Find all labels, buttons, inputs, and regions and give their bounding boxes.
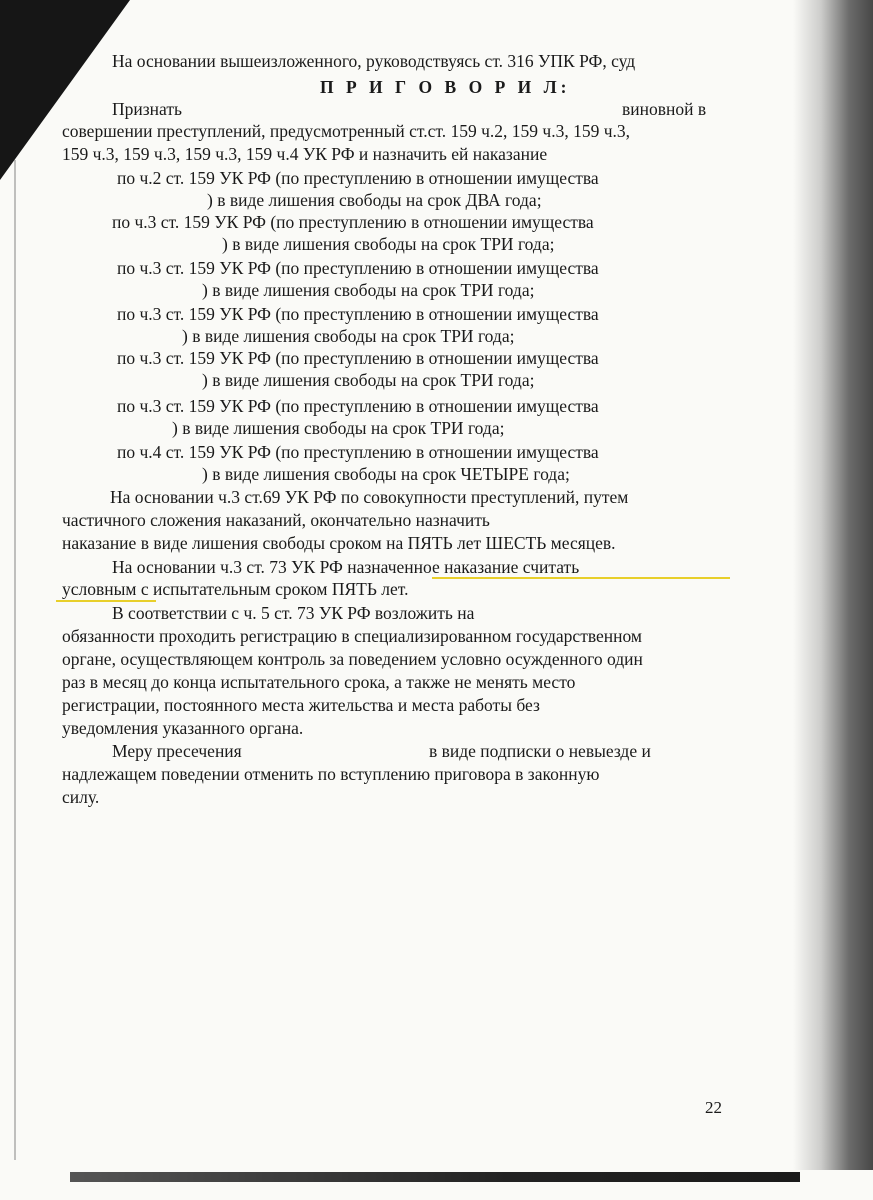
text-line: На основании ч.3 ст. 73 УК РФ назначенное наказание считать	[112, 557, 580, 577]
sentence-line: ) в виде лишения свободы на срок ТРИ года;	[172, 418, 505, 438]
sentence-line: ) в виде лишения свободы на срок ТРИ года;	[222, 234, 555, 254]
text-line: наказание в виде лишения свободы сроком на ПЯТЬ лет ШЕСТЬ месяцев.	[62, 533, 616, 553]
text-line: регистрации, постоянного места жительства и места работы без	[62, 695, 540, 715]
text-line: Меру пресечения	[112, 741, 242, 761]
text-line: раз в месяц до конца испытательного срока, а также не менять место	[62, 672, 576, 692]
verdict-heading: П Р И Г О В О Р И Л:	[320, 77, 571, 97]
text-line: виновной в	[622, 99, 707, 119]
scan-left-margin-line	[14, 160, 16, 1160]
sentence-line: ) в виде лишения свободы на срок ЧЕТЫРЕ года;	[202, 464, 570, 484]
text-line: В соответствии с ч. 5 ст. 73 УК РФ возложить на	[112, 603, 475, 623]
charge-line: по ч.3 ст. 159 УК РФ (по преступлению в отношении имущества	[112, 212, 594, 232]
charge-line: по ч.3 ст. 159 УК РФ (по преступлению в отношении имущества	[117, 348, 599, 368]
highlight-underline	[432, 577, 730, 579]
text-line: уведомления указанного органа.	[62, 718, 304, 738]
text-line: надлежащем поведении отменить по вступлению приговора в законную	[62, 764, 600, 784]
charge-line: по ч.3 ст. 159 УК РФ (по преступлению в отношении имущества	[117, 304, 599, 324]
text-line: Признать	[112, 99, 182, 119]
text-line: совершении преступлений, предусмотренный ст.ст. 159 ч.2, 159 ч.3, 159 ч.3,	[62, 121, 630, 141]
sentence-line: ) в виде лишения свободы на срок ДВА года;	[207, 190, 542, 210]
scan-edge-shadow	[793, 0, 873, 1170]
intro-line: На основании вышеизложенного, руководствуясь ст. 316 УПК РФ, суд	[112, 51, 636, 71]
charge-line: по ч.2 ст. 159 УК РФ (по преступлению в отношении имущества	[117, 168, 599, 188]
page-number: 22	[705, 1098, 722, 1117]
sentence-line: ) в виде лишения свободы на срок ТРИ года;	[202, 370, 535, 390]
text-line: условным с испытательным сроком ПЯТЬ лет.	[62, 579, 409, 599]
text-line: частичного сложения наказаний, окончательно назначить	[62, 510, 490, 530]
charge-line: по ч.4 ст. 159 УК РФ (по преступлению в отношении имущества	[117, 442, 599, 462]
sentence-line: ) в виде лишения свободы на срок ТРИ года;	[182, 326, 515, 346]
text-line: На основании ч.3 ст.69 УК РФ по совокупности преступлений, путем	[110, 487, 629, 507]
sentence-line: ) в виде лишения свободы на срок ТРИ года;	[202, 280, 535, 300]
text-line: 159 ч.3, 159 ч.3, 159 ч.3, 159 ч.4 УК РФ и назначить ей наказание	[62, 144, 548, 164]
text-line: силу.	[62, 787, 100, 807]
scan-bottom-bar	[70, 1172, 800, 1182]
text-line: органе, осуществляющем контроль за поведением условно осужденного один	[62, 649, 643, 669]
charge-line: по ч.3 ст. 159 УК РФ (по преступлению в отношении имущества	[117, 258, 599, 278]
text-line: в виде подписки о невыезде и	[429, 741, 651, 761]
text-line: обязанности проходить регистрацию в специализированном государственном	[62, 626, 642, 646]
charge-line: по ч.3 ст. 159 УК РФ (по преступлению в отношении имущества	[117, 396, 599, 416]
